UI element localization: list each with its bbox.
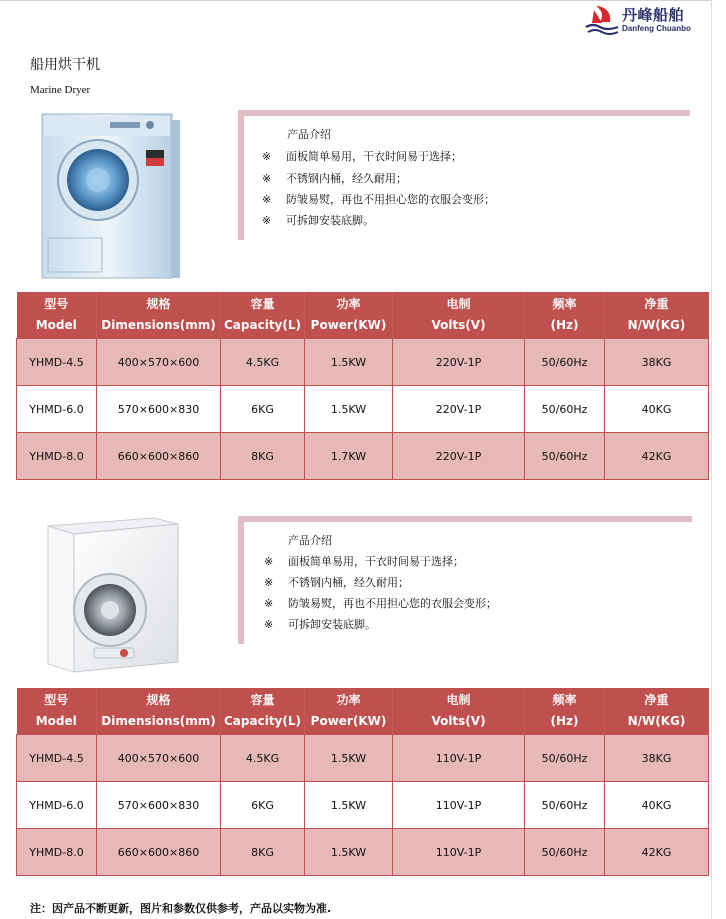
table-row (17, 829, 709, 876)
cell-volts: 110V-1P (393, 735, 525, 782)
col-header-power: 功率 Power(KW) (305, 292, 393, 339)
dryer-image-1 (38, 110, 182, 282)
cell-dimensions: 570×600×830 (97, 386, 221, 433)
table-row (17, 735, 709, 782)
col-header-dimensions: 规格 Dimensions(mm) (97, 292, 221, 339)
cell-net-weight: 40KG (605, 386, 709, 433)
spec-table-110v (16, 688, 709, 876)
cell-volts: 220V-1P (393, 433, 525, 480)
cell-capacity: 4.5KG (221, 339, 305, 386)
cell-power: 1.5KW (305, 735, 393, 782)
reference-mark-icon: ※ (262, 214, 272, 227)
logo-sail-icon (584, 2, 620, 38)
table-row (17, 433, 709, 480)
cell-dimensions: 660×600×860 (97, 829, 221, 876)
cell-power: 1.5KW (305, 782, 393, 829)
cell-model: YHMD-8.0 (17, 829, 97, 876)
cell-volts: 220V-1P (393, 339, 525, 386)
cell-capacity: 8KG (221, 829, 305, 876)
reference-mark-icon: ※ (264, 618, 274, 631)
reference-mark-icon: ※ (264, 555, 274, 568)
cell-frequency: 50/60Hz (525, 433, 605, 480)
intro-accent-bar-left (238, 516, 244, 644)
cell-power: 1.5KW (305, 829, 393, 876)
col-header-net-weight: 净重 N/W(KG) (605, 688, 709, 735)
cell-frequency: 50/60Hz (525, 339, 605, 386)
feature-item (264, 574, 409, 590)
reference-mark-icon: ※ (264, 576, 274, 589)
cell-net-weight: 38KG (605, 339, 709, 386)
feature-item (264, 616, 376, 632)
product-intro-box (238, 516, 694, 650)
reference-mark-icon: ※ (262, 172, 272, 185)
col-header-model: 型号 Model (17, 292, 97, 339)
intro-accent-bar-top (238, 516, 692, 522)
cell-net-weight: 40KG (605, 782, 709, 829)
cell-net-weight: 42KG (605, 829, 709, 876)
feature-text: 面板简单易用，干衣时间易于选择； (288, 555, 464, 568)
cell-dimensions: 400×570×600 (97, 339, 221, 386)
feature-text: 不锈钢内桶，经久耐用； (286, 172, 407, 185)
cell-net-weight: 38KG (605, 735, 709, 782)
cell-dimensions: 400×570×600 (97, 735, 221, 782)
col-header-dimensions: 规格 Dimensions(mm) (97, 688, 221, 735)
feature-item (264, 595, 497, 611)
cell-volts: 110V-1P (393, 829, 525, 876)
feature-text: 防皱易熨，再也不用担心您的衣服会变形； (286, 193, 495, 206)
intro-accent-bar-left (238, 110, 244, 240)
feature-item (262, 170, 407, 186)
intro-heading: 产品介绍 (287, 128, 331, 141)
cell-capacity: 6KG (221, 386, 305, 433)
cell-model: YHMD-6.0 (17, 782, 97, 829)
table-header-row (17, 292, 709, 339)
feature-item (262, 212, 374, 228)
footer-disclaimer: 注：因产品不断更新，图片和参数仅供参考，产品以实物为准. (30, 902, 332, 915)
page-right-rule (711, 0, 712, 919)
cell-volts: 220V-1P (393, 386, 525, 433)
cell-model: YHMD-4.5 (17, 339, 97, 386)
col-header-capacity: 容量 Capacity(L) (221, 292, 305, 339)
cell-dimensions: 570×600×830 (97, 782, 221, 829)
cell-frequency: 50/60Hz (525, 735, 605, 782)
table-row (17, 339, 709, 386)
cell-power: 1.5KW (305, 339, 393, 386)
cell-model: YHMD-4.5 (17, 735, 97, 782)
cell-capacity: 4.5KG (221, 735, 305, 782)
feature-text: 防皱易熨，再也不用担心您的衣服会变形； (288, 597, 497, 610)
intro-accent-bar-top (238, 110, 690, 116)
spec-table-220v (16, 292, 709, 480)
cell-power: 1.5KW (305, 386, 393, 433)
table-row (17, 386, 709, 433)
col-header-model: 型号 Model (17, 688, 97, 735)
cell-power: 1.7KW (305, 433, 393, 480)
feature-text: 面板简单易用，干衣时间易于选择； (286, 150, 462, 163)
feature-item (262, 148, 462, 164)
cell-frequency: 50/60Hz (525, 386, 605, 433)
page-title-en: Marine Dryer (30, 84, 91, 96)
cell-capacity: 8KG (221, 433, 305, 480)
cell-model: YHMD-8.0 (17, 433, 97, 480)
feature-item (262, 191, 495, 207)
reference-mark-icon: ※ (262, 150, 272, 163)
page-title-cn: 船用烘干机 (30, 57, 100, 73)
cell-net-weight: 42KG (605, 433, 709, 480)
cell-capacity: 6KG (221, 782, 305, 829)
col-header-volts: 电制 Volts(V) (393, 292, 525, 339)
cell-model: YHMD-6.0 (17, 386, 97, 433)
col-header-volts: 电制 Volts(V) (393, 688, 525, 735)
col-header-power: 功率 Power(KW) (305, 688, 393, 735)
col-header-capacity: 容量 Capacity(L) (221, 688, 305, 735)
cell-volts: 110V-1P (393, 782, 525, 829)
col-header-frequency: 频率 (Hz) (525, 292, 605, 339)
cell-frequency: 50/60Hz (525, 829, 605, 876)
logo-name-en: Danfeng Chuanbo (622, 24, 691, 33)
reference-mark-icon: ※ (262, 193, 272, 206)
logo-name-cn: 丹峰船舶 (622, 6, 685, 24)
reference-mark-icon: ※ (264, 597, 274, 610)
dryer-image-2 (38, 514, 186, 678)
feature-text: 不锈钢内桶，经久耐用； (288, 576, 409, 589)
feature-text: 可拆卸安装底脚。 (288, 618, 376, 631)
product-intro-box (238, 110, 694, 244)
cell-frequency: 50/60Hz (525, 782, 605, 829)
feature-item (264, 553, 464, 569)
feature-text: 可拆卸安装底脚。 (286, 214, 374, 227)
intro-heading: 产品介绍 (288, 534, 332, 547)
table-header-row (17, 688, 709, 735)
col-header-frequency: 频率 (Hz) (525, 688, 605, 735)
cell-dimensions: 660×600×860 (97, 433, 221, 480)
col-header-net-weight: 净重 N/W(KG) (605, 292, 709, 339)
table-row (17, 782, 709, 829)
company-logo (584, 0, 712, 40)
